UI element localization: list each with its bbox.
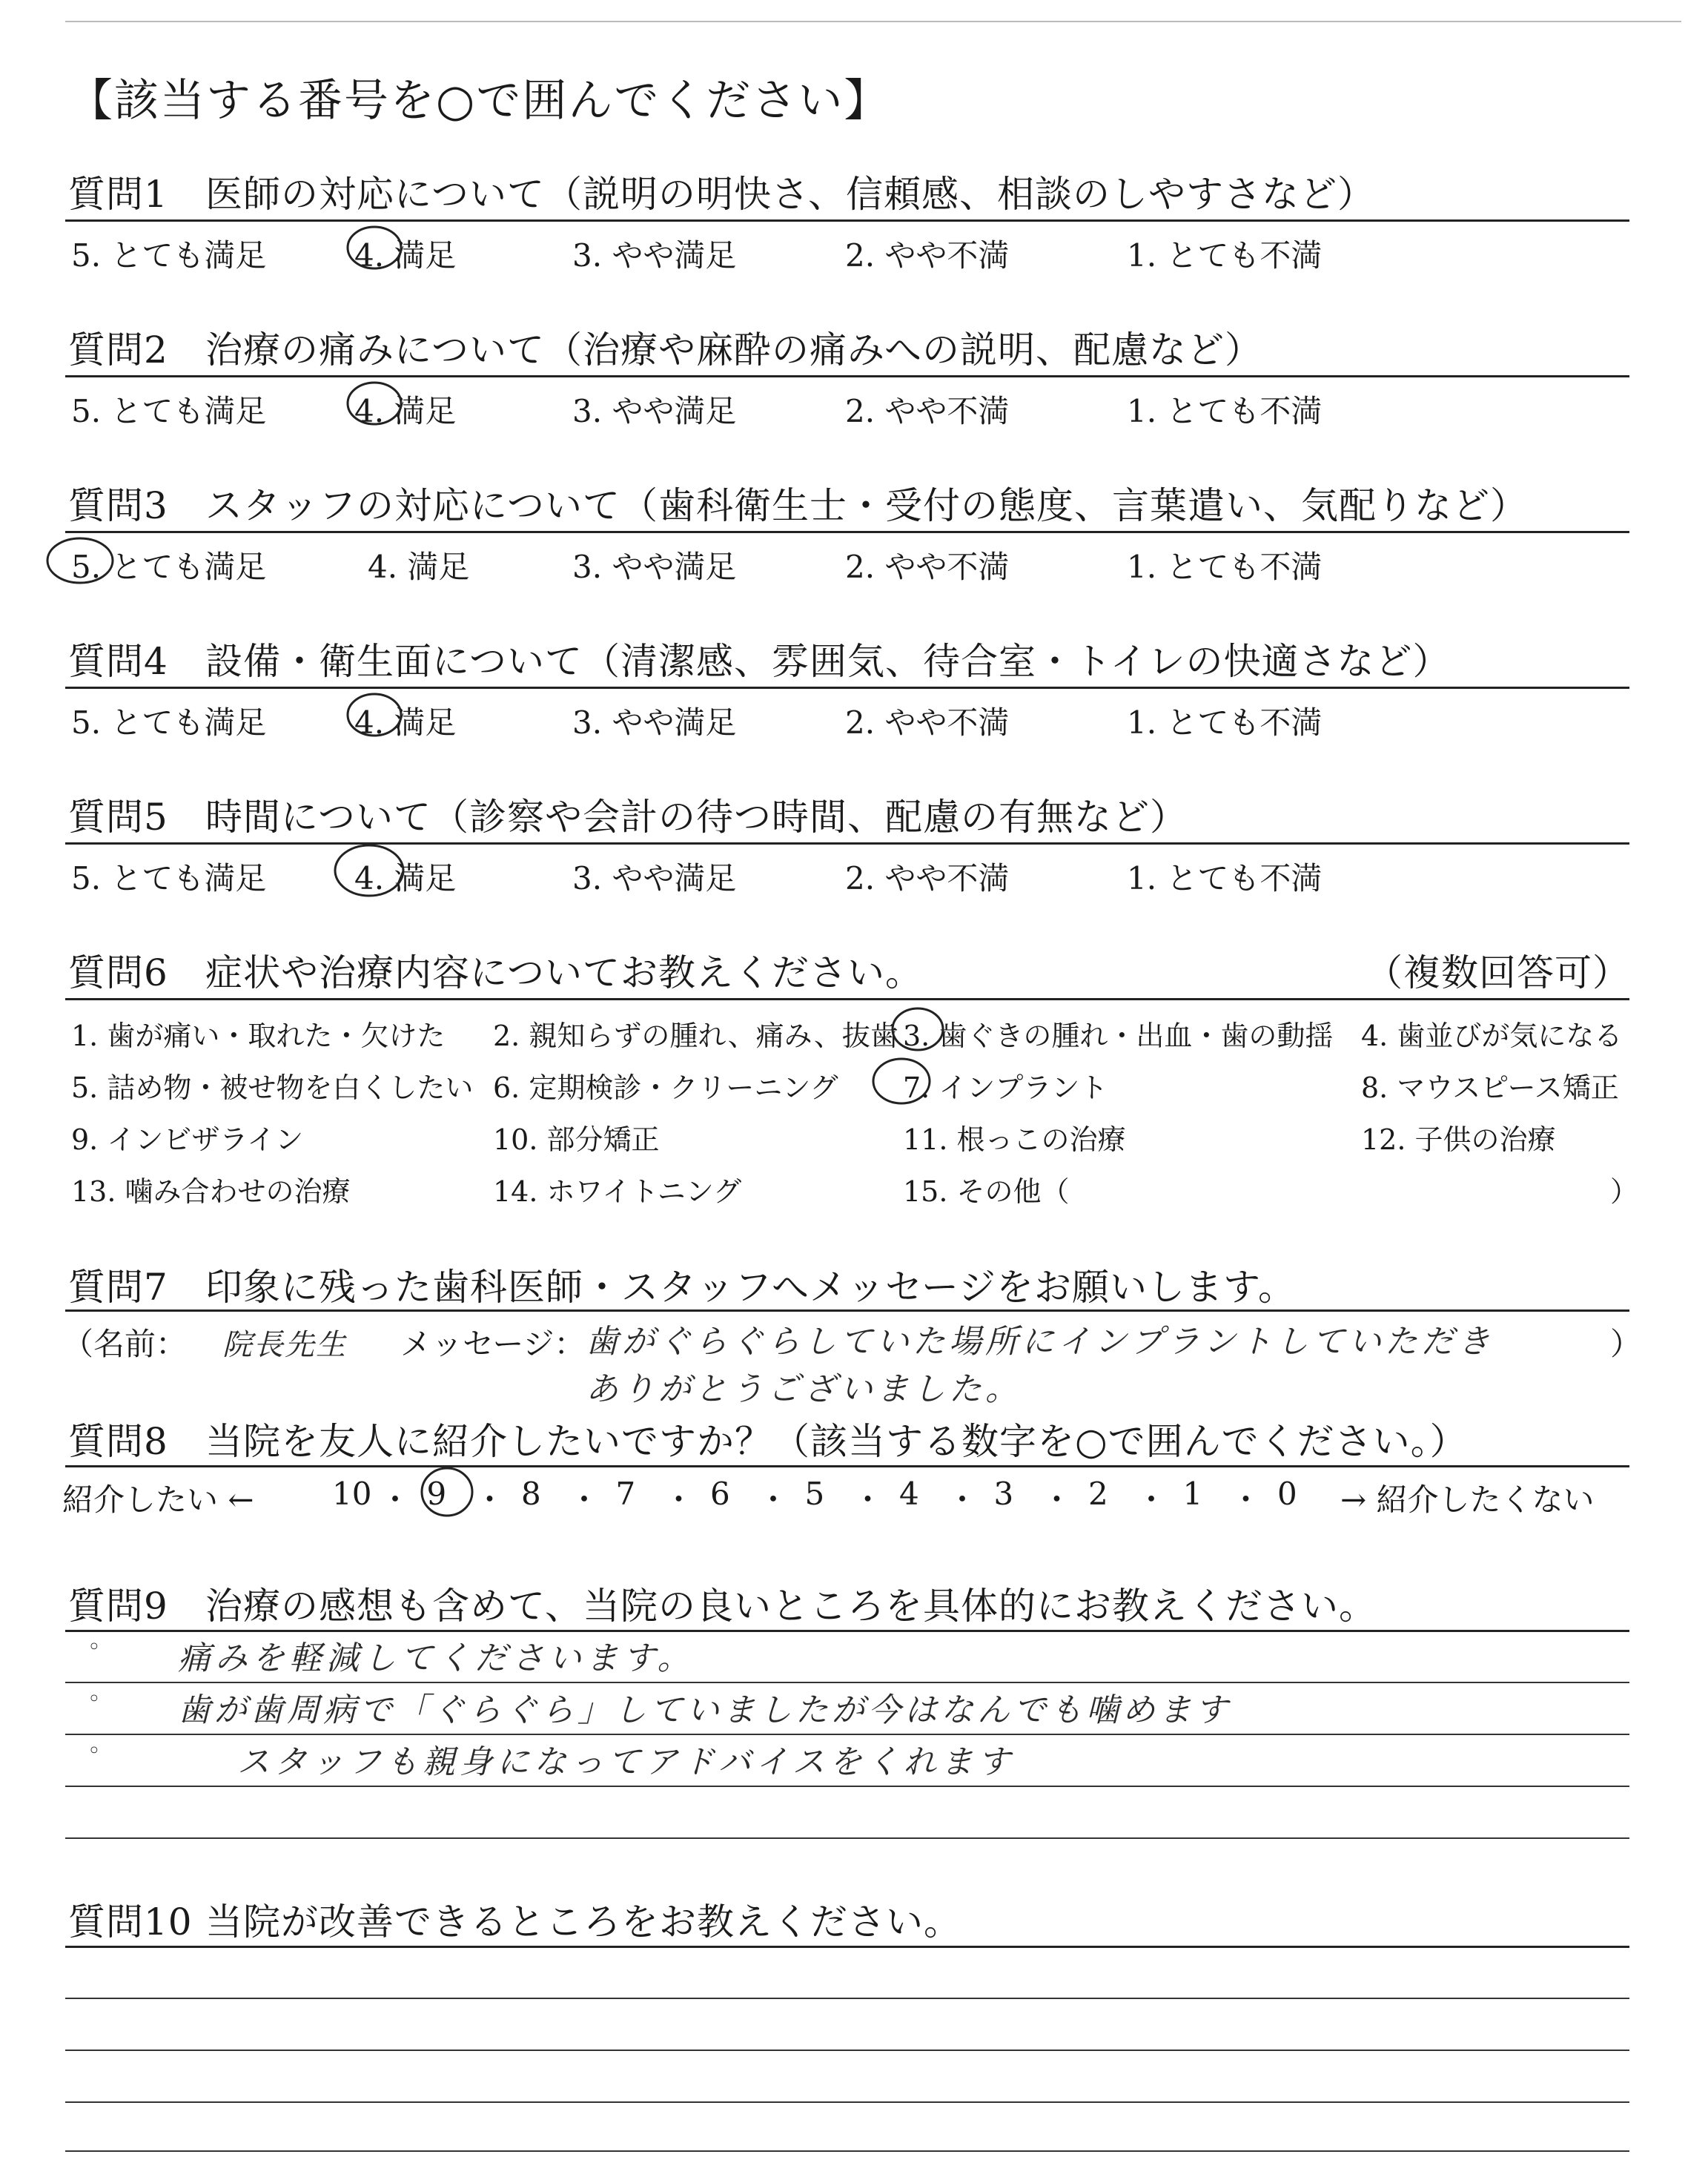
q9-answer-3[interactable]: スタッフも親身になってアドバイスをくれます (237, 1743, 1015, 1781)
question-6-rule (65, 998, 1629, 1000)
question-3-label: 質問3 (68, 484, 168, 527)
q10-line-3 (65, 2101, 1629, 2103)
question-3-rule (65, 531, 1629, 533)
q9-answer-2[interactable]: 歯が歯周病で「ぐらぐら」していましたが今はなんでも噛めます (178, 1691, 1231, 1729)
q8-scale-3[interactable]: 3 (993, 1476, 1014, 1512)
q6-option-4[interactable]: 4. 歯並びが気になる (1361, 1020, 1623, 1052)
q8-separator: ・ (663, 1482, 695, 1518)
question-1-rule (65, 219, 1629, 222)
q8-scale-4[interactable]: 4 (899, 1476, 919, 1512)
question-4-text: 設備・衛生面について（清潔感、雰囲気、待合室・トイレの快適さなど） (205, 640, 1451, 683)
question-7-label: 質問7 (68, 1266, 168, 1309)
q3-option-2[interactable]: 2. やや不満 (845, 549, 1010, 585)
q8-separator: ・ (474, 1482, 506, 1518)
q6-option-14[interactable]: 14. ホワイトニング (493, 1175, 742, 1208)
question-2-rule (65, 375, 1629, 377)
question-9-text: 治療の感想も含めて、当院の良いところを具体的にお教えください。 (205, 1585, 1377, 1628)
q8-separator: ・ (380, 1482, 411, 1518)
q10-line-2 (65, 2050, 1629, 2051)
q9-line-3 (65, 1786, 1629, 1787)
question-4-label: 質問4 (68, 640, 168, 683)
q6-option-1[interactable]: 1. 歯が痛い・取れた・欠けた (71, 1020, 446, 1052)
question-6-note: （複数回答可） (1366, 951, 1630, 994)
q5-option-3[interactable]: 3. やや満足 (572, 860, 737, 896)
question-10-text: 当院が改善できるところをお教えください。 (205, 1900, 961, 1943)
question-8-text: 当院を友人に紹介したいですか？（該当する数字を○で囲んでください。） (205, 1420, 1468, 1463)
top-edge-line (65, 21, 1681, 22)
q2-option-2[interactable]: 2. やや不満 (845, 393, 1010, 429)
q2-option-4[interactable]: 4. 満足 (354, 393, 457, 429)
q7-name-label: （名前： (62, 1326, 188, 1362)
form-header: 【該当する番号を○で囲んでください】 (68, 75, 890, 127)
question-2-label: 質問2 (68, 328, 168, 371)
question-4-title (68, 632, 1451, 685)
q1-option-4[interactable]: 4. 満足 (354, 237, 457, 274)
q6-option-2[interactable]: 2. 親知らずの腫れ、痛み、抜歯 (493, 1020, 898, 1052)
q8-scale-9[interactable]: 9 (426, 1476, 447, 1512)
q8-separator: ・ (1230, 1482, 1262, 1518)
q4-option-3[interactable]: 3. やや満足 (572, 704, 737, 741)
question-1-label: 質問1 (68, 173, 168, 216)
q5-option-2[interactable]: 2. やや不満 (845, 860, 1010, 896)
q3-option-1[interactable]: 1. とても不満 (1127, 549, 1323, 585)
q9-bullet-3: ◦ (87, 1738, 101, 1764)
q6-option-12[interactable]: 12. 子供の治療 (1361, 1123, 1556, 1156)
question-7-title (68, 1258, 1296, 1311)
q1-option-1[interactable]: 1. とても不満 (1127, 237, 1323, 274)
q6-option-11[interactable]: 11. 根っこの治療 (903, 1123, 1126, 1156)
question-9-title (68, 1576, 1377, 1630)
question-3-text: スタッフの対応について（歯科衛生士・受付の態度、言葉遣い、気配りなど） (205, 484, 1528, 527)
q3-option-5[interactable]: 5. とても満足 (71, 549, 267, 585)
q6-option-15[interactable]: 15. その他（ (903, 1175, 1070, 1208)
question-10-rule (65, 1946, 1629, 1948)
question-8-rule (65, 1465, 1629, 1467)
question-4-rule (65, 687, 1629, 689)
q8-scale-7[interactable]: 7 (615, 1476, 636, 1512)
q10-line-1 (65, 1998, 1629, 1999)
q4-option-5[interactable]: 5. とても満足 (71, 704, 267, 741)
q7-close-paren: ） (1610, 1326, 1642, 1362)
q4-option-1[interactable]: 1. とても不満 (1127, 704, 1323, 741)
q8-scale-6[interactable]: 6 (710, 1476, 730, 1512)
question-3-title (68, 476, 1528, 529)
question-8-title (68, 1412, 1468, 1465)
q1-option-3[interactable]: 3. やや満足 (572, 237, 737, 274)
q6-option-9[interactable]: 9. インビザライン (71, 1123, 304, 1156)
q1-option-5[interactable]: 5. とても満足 (71, 237, 267, 274)
q8-left-label: 紹介したい ← (62, 1482, 254, 1518)
q3-option-4[interactable]: 4. 満足 (368, 549, 470, 585)
q8-scale-8[interactable]: 8 (521, 1476, 541, 1512)
q2-option-1[interactable]: 1. とても不満 (1127, 393, 1323, 429)
q7-message[interactable]: 歯がぐらぐらしていた場所にインプラントしていただきありがとうございました。 (586, 1323, 1494, 1408)
q8-separator: ・ (852, 1482, 884, 1518)
q8-separator: ・ (947, 1482, 979, 1518)
q6-option-13[interactable]: 13. 噛み合わせの治療 (71, 1175, 351, 1208)
q10-line-4 (65, 2150, 1629, 2152)
question-8-label: 質問8 (68, 1420, 168, 1463)
q9-bullet-2: ◦ (87, 1686, 101, 1712)
q5-option-4[interactable]: 4. 満足 (354, 860, 457, 896)
q6-option-8[interactable]: 8. マウスピース矯正 (1361, 1071, 1619, 1104)
q1-option-2[interactable]: 2. やや不満 (845, 237, 1010, 274)
q9-bullet-1: ◦ (87, 1634, 101, 1660)
question-6-title (68, 943, 923, 997)
q2-option-3[interactable]: 3. やや満足 (572, 393, 737, 429)
question-7-rule (65, 1309, 1629, 1312)
question-1-text: 医師の対応について（説明の明快さ、信頼感、相談のしやすさなど） (205, 173, 1375, 216)
question-7-text: 印象に残った歯科医師・スタッフへメッセージをお願いします。 (205, 1266, 1296, 1309)
q4-option-4[interactable]: 4. 満足 (354, 704, 457, 741)
q8-separator: ・ (1136, 1482, 1168, 1518)
q7-message-label: メッセージ： (400, 1326, 586, 1362)
q6-option-6[interactable]: 6. 定期検診・クリーニング (493, 1071, 838, 1104)
q8-separator: ・ (569, 1482, 600, 1518)
question-5-title (68, 787, 1188, 841)
question-5-text: 時間について（診察や会計の待つ時間、配慮の有無など） (205, 796, 1188, 839)
q6-option-15-close: ） (1610, 1175, 1639, 1208)
question-6-label: 質問6 (68, 951, 168, 994)
question-5-rule (65, 842, 1629, 845)
q8-scale-5[interactable]: 5 (804, 1476, 825, 1512)
question-2-text: 治療の痛みについて（治療や麻酔の痛みへの説明、配慮など） (205, 328, 1262, 371)
question-10-label: 質問10 (68, 1900, 193, 1943)
q4-option-2[interactable]: 2. やや不満 (845, 704, 1010, 741)
q7-name-value[interactable]: 院長先生 (222, 1328, 347, 1362)
question-5-label: 質問5 (68, 796, 168, 839)
q6-option-7[interactable]: 7. インプラント (903, 1071, 1108, 1104)
q8-scale-2[interactable]: 2 (1088, 1476, 1108, 1512)
q8-scale-0[interactable]: 0 (1277, 1476, 1297, 1512)
q8-right-label: → 紹介したくない (1340, 1482, 1595, 1518)
question-9-label: 質問9 (68, 1585, 168, 1628)
q8-separator: ・ (758, 1482, 790, 1518)
q8-scale-1[interactable]: 1 (1182, 1476, 1203, 1512)
q2-option-5[interactable]: 5. とても満足 (71, 393, 267, 429)
q5-option-5[interactable]: 5. とても満足 (71, 860, 267, 896)
q6-option-10[interactable]: 10. 部分矯正 (493, 1123, 660, 1156)
question-6-text: 症状や治療内容についてお教えください。 (205, 951, 923, 994)
q6-option-5[interactable]: 5. 詰め物・被せ物を白くしたい (71, 1071, 474, 1104)
q8-separator: ・ (1041, 1482, 1073, 1518)
q6-option-3[interactable]: 3. 歯ぐきの腫れ・出血・歯の動揺 (903, 1020, 1334, 1052)
q8-scale-10[interactable]: 10 (332, 1476, 372, 1512)
q9-answer-1[interactable]: 痛みを軽減してくださいます。 (178, 1639, 695, 1677)
question-2-title (68, 320, 1262, 374)
question-1-title (68, 165, 1375, 218)
q3-option-3[interactable]: 3. やや満足 (572, 549, 737, 585)
question-10-title (68, 1892, 961, 1946)
q9-line-4 (65, 1837, 1629, 1839)
q5-option-1[interactable]: 1. とても不満 (1127, 860, 1323, 896)
